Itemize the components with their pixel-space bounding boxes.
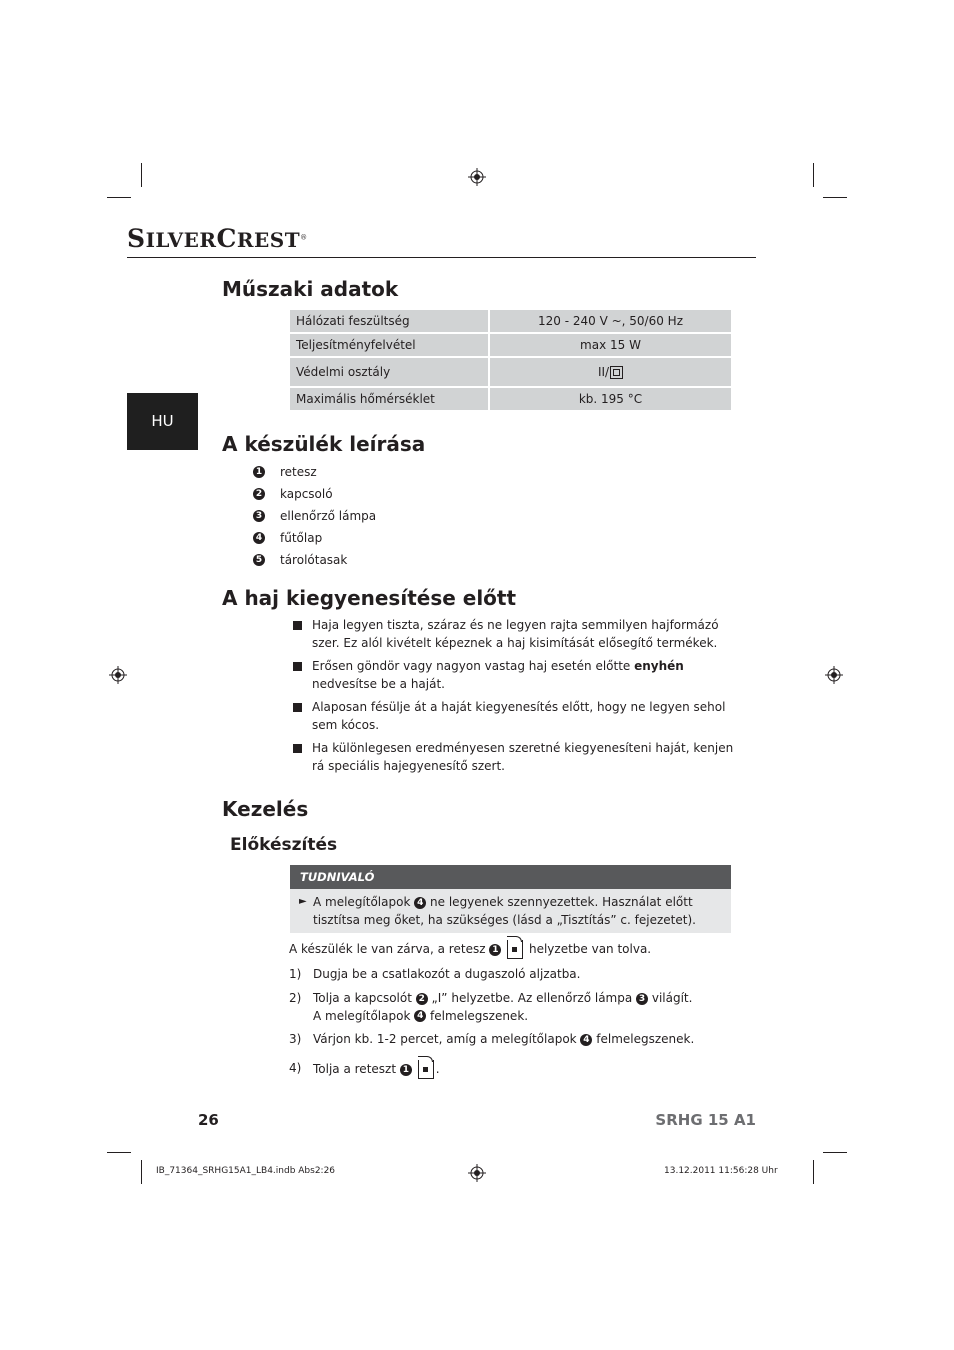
specs-table [290,310,731,412]
table-row [290,310,731,332]
part-label: kapcsoló [280,487,333,501]
number-badge-icon: 3 [253,510,265,522]
spec-value: kb. 195 °C [490,388,731,410]
subsection-title-preparation: Előkészítés [230,835,338,855]
table-row [290,358,731,386]
section-title-specs: Műszaki adatok [222,277,399,301]
list-item [253,461,553,483]
bullet-text: Alaposan fésülje át a haját kiegyenesítés előtt, hogy ne legyen sehol sem kócos. [312,700,726,732]
parts-list [253,461,553,571]
spec-value: 120 - 240 V ~, 50/60 Hz [490,310,731,332]
lock-intro-text: A készülék le van zárva, a retesz 1 helyzetbe van tolva. [289,940,651,959]
print-slug-right: 13.12.2011 11:56:28 Uhr [664,1166,778,1176]
number-badge-icon: 4 [580,1034,592,1046]
section-title-operation: Kezelés [222,797,309,821]
note-text: A melegítőlapok 4 ne legyenek szennyezettek. Használat előtt tisztítsa meg őket, ha szükséges (lásd a „Tisztítás” c. fejezetet). [313,895,696,927]
number-badge-icon: 4 [414,1010,426,1022]
part-label: tárolótasak [280,553,348,567]
bullet-text: Erősen göndör vagy nagyon vastag haj esetén előtte enyhén nedvesítse be a haját. [312,659,684,691]
list-item [293,658,738,693]
number-badge-icon: 4 [414,897,426,909]
section-title-description: A készülék leírása [222,432,426,456]
note-box [290,865,731,933]
step-item: 1) Dugja be a csatlakozót a dugaszoló aljzatba. [289,967,581,981]
spec-value [490,358,731,386]
header-divider [127,257,756,258]
page-number: 26 [198,1111,219,1129]
lock-open-icon [418,1060,434,1079]
bullet-list [293,617,738,781]
list-item [293,699,738,734]
protection-class-text: II/ [597,365,610,379]
number-badge-icon: 2 [253,488,265,500]
number-badge-icon: 5 [253,554,265,566]
bullet-text: Haja legyen tiszta, száraz és ne legyen rajta semmilyen hajformázó szer. Ez alól kivételt képeznek a haj kisimítását elősegítő termékek. [312,618,719,650]
bullet-text: Ha különlegesen eredményesen szeretné kiegyenesíteni haját, kenjen rá speciális hajegyenesítő szert. [312,741,734,773]
crop-mark [107,197,131,198]
spec-value: max 15 W [490,334,731,356]
list-item [253,527,553,549]
registration-mark-icon [825,666,843,684]
table-row [290,388,731,410]
table-row [290,334,731,356]
double-insulation-icon [610,366,623,379]
spec-label: Maximális hőmérséklet [290,388,488,410]
bullet-square-icon [293,662,302,671]
crop-mark [107,1152,131,1153]
registration-mark-icon [468,1164,486,1182]
crop-mark [813,163,814,187]
note-heading: TUDNIVALÓ [290,865,731,889]
language-tab: HU [127,393,198,450]
number-badge-icon: 2 [416,993,428,1005]
number-badge-icon: 1 [400,1064,412,1076]
bullet-square-icon [293,703,302,712]
crop-mark [823,197,847,198]
model-number: SRHG 15 A1 [655,1111,756,1129]
number-badge-icon: 1 [253,466,265,478]
part-label: retesz [280,465,317,479]
part-label: fűtőlap [280,531,323,545]
list-item [293,617,738,652]
crop-mark [813,1160,814,1184]
spec-label: Védelmi osztály [290,358,488,386]
spec-label: Hálózati feszültség [290,310,488,332]
number-badge-icon: 4 [253,532,265,544]
list-item [253,549,553,571]
note-body [290,889,731,933]
brand-logo: SILVERCREST® [127,224,308,253]
number-badge-icon: 1 [489,944,501,956]
number-badge-icon: 3 [636,993,648,1005]
crop-mark [141,163,142,187]
step-item: 2) Tolja a kapcsolót 2 „I” helyzetbe. Az ellenőrző lámpa 3 világít. A melegítőlapok 4 felmelegszenek. [289,991,693,1023]
registration-mark-icon [468,168,486,186]
crop-mark [823,1152,847,1153]
print-slug-left: IB_71364_SRHG15A1_LB4.indb Abs2:26 [156,1166,336,1176]
step-item: 3) Várjon kb. 1-2 percet, amíg a melegítőlapok 4 felmelegszenek. [289,1032,695,1046]
list-item [253,483,553,505]
crop-mark [141,1160,142,1184]
registration-mark-icon [109,666,127,684]
bullet-square-icon [293,744,302,753]
arrow-icon: ► [299,896,307,907]
step-item: 4) Tolja a reteszt 1 . [289,1060,739,1079]
list-item [253,505,553,527]
lock-closed-icon [507,940,523,959]
list-item [293,740,738,775]
section-title-before: A haj kiegyenesítése előtt [222,586,517,610]
part-label: ellenőrző lámpa [280,509,377,523]
spec-label: Teljesítményfelvétel [290,334,488,356]
bullet-square-icon [293,621,302,630]
